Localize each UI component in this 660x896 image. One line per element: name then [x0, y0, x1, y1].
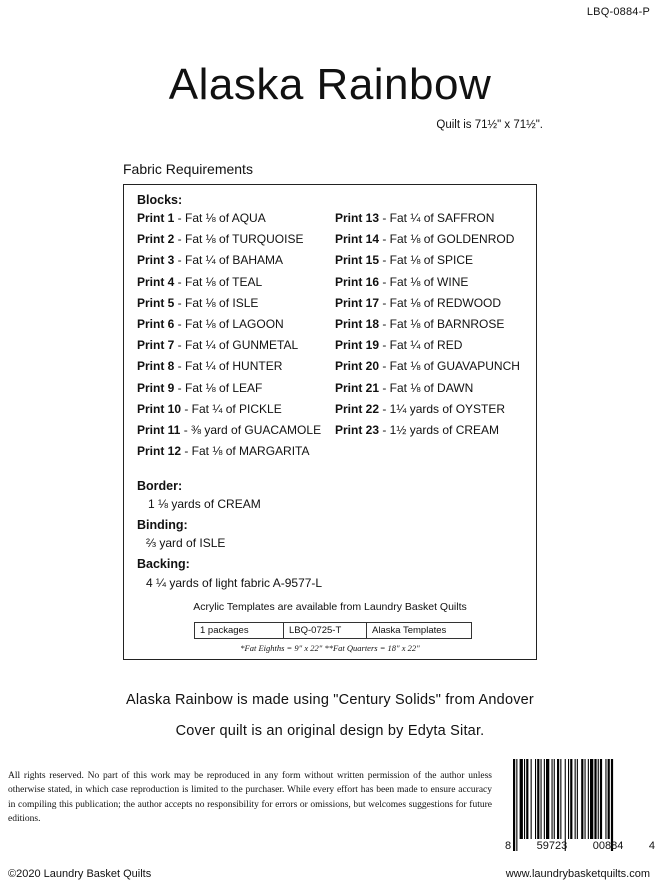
- fabric-line: [335, 229, 520, 250]
- fabric-line: [335, 314, 520, 335]
- barcode-bar: [598, 759, 599, 839]
- fabric-line: [335, 420, 520, 441]
- print-label: Print 15: [335, 253, 380, 268]
- print-label: Print 13: [335, 211, 380, 225]
- fabric-line: [137, 314, 321, 335]
- fabric-line: [335, 250, 520, 271]
- blocks-right-column: [335, 208, 520, 441]
- print-label: Print 9: [137, 380, 175, 395]
- barcode-bar: [513, 759, 515, 851]
- fabric-line: [137, 441, 321, 462]
- fabric-line: [335, 335, 520, 356]
- print-label: Print 20: [335, 359, 380, 374]
- border-heading: Border:: [137, 479, 183, 493]
- barcode-bar: [605, 759, 606, 839]
- fabric-amount: - Fat ⅛ of DAWN: [379, 380, 474, 395]
- fabric-line: [335, 293, 520, 314]
- barcode-bar: [535, 759, 536, 839]
- print-label: Print 5: [137, 295, 175, 310]
- backing-text: 4 ¼ yards of light fabric A-9577-L: [146, 576, 323, 590]
- binding-text: ⅔ yard of ISLE: [146, 536, 226, 550]
- print-label: Print 16: [335, 274, 380, 289]
- print-label: Print 6: [137, 316, 175, 331]
- barcode-bar: [600, 759, 602, 839]
- print-label: Print 12: [137, 444, 182, 459]
- barcode-bar: [516, 759, 517, 851]
- fabric-amount: - Fat ⅛ of BARNROSE: [379, 316, 505, 331]
- fabric-requirements-heading: Fabric Requirements: [123, 161, 253, 177]
- blocks-left-column: [137, 208, 321, 462]
- fabric-line: [137, 272, 321, 293]
- print-label: Print 1: [137, 211, 175, 225]
- barcode-digits: [505, 840, 655, 852]
- fabric-line: [335, 208, 520, 229]
- barcode-bar: [552, 759, 553, 839]
- barcode-bar: [611, 759, 613, 851]
- fabric-amount: - Fat ⅛ of AQUA: [174, 211, 266, 225]
- barcode-bar: [524, 759, 525, 839]
- fabric-amount: - Fat ⅛ of GUAVAPUNCH: [379, 359, 520, 374]
- fabric-line: [137, 420, 321, 441]
- print-label: Print 10: [137, 401, 182, 416]
- border-text: 1 ⅛ yards of CREAM: [148, 497, 261, 511]
- barcode-bar: [554, 759, 555, 839]
- print-label: Print 22: [335, 401, 380, 416]
- print-label: Print 14: [335, 232, 380, 247]
- fabric-line: [137, 250, 321, 271]
- table-row: [195, 623, 472, 639]
- fabric-amount: - Fat ¼ of RED: [379, 338, 463, 353]
- fabric-line: [137, 399, 321, 420]
- fabric-amount: - Fat ⅛ of LEAF: [174, 380, 263, 395]
- fabric-amount: - Fat ⅛ of TURQUOISE: [174, 232, 304, 247]
- website-link[interactable]: www.laundrybasketquilts.com: [505, 868, 650, 880]
- templates-table: [194, 622, 472, 639]
- fat-quarter-notes: *Fat Eighths = 9" x 22" **Fat Quarters = 18" x 22": [240, 643, 420, 653]
- fabric-amount: - Fat ⅛ of SPICE: [379, 253, 474, 268]
- barcode-digit-group: 59723: [536, 840, 568, 852]
- fabric-line: [335, 356, 520, 377]
- fabric-amount: - Fat ⅛ of REDWOOD: [379, 295, 502, 310]
- print-label: Print 19: [335, 338, 380, 353]
- fabric-amount: - 1¼ yards of OYSTER: [379, 401, 506, 416]
- backing-heading: Backing:: [137, 557, 190, 571]
- fabric-amount: - Fat ¼ of BAHAMA: [174, 253, 284, 268]
- barcode-bar: [526, 759, 528, 839]
- table-cell-quantity: 1 packages: [195, 623, 284, 639]
- fabric-line: [335, 399, 520, 420]
- barcode-digit-group: 00884: [592, 840, 624, 852]
- print-label: Print 17: [335, 295, 380, 310]
- fabric-amount: - Fat ⅛ of GOLDENROD: [379, 232, 515, 247]
- barcode-bar: [541, 759, 542, 839]
- print-label: Print 18: [335, 316, 380, 331]
- fabric-amount: - Fat ¼ of GUNMETAL: [174, 338, 299, 353]
- barcode-bar: [588, 759, 589, 839]
- fabric-amount: - 1½ yards of CREAM: [379, 422, 500, 437]
- copyright: ©2020 Laundry Basket Quilts: [8, 868, 152, 880]
- blocks-heading: Blocks:: [137, 193, 183, 207]
- barcode-bar: [585, 759, 586, 839]
- quilt-size: Quilt is 71½" x 71½".: [436, 119, 543, 131]
- print-label: Print 11: [137, 422, 181, 437]
- barcode-bar: [544, 759, 545, 839]
- fabric-line: [137, 356, 321, 377]
- barcode-bar: [546, 759, 549, 839]
- fabric-amount: - ⅜ yard of GUACAMOLE: [180, 422, 322, 437]
- fabric-amount: - Fat ⅛ of ISLE: [174, 295, 259, 310]
- print-label: Print 8: [137, 359, 175, 374]
- barcode-bar: [520, 759, 523, 839]
- made-with-text: Alaska Rainbow is made using "Century Solids" from Andover: [126, 692, 534, 708]
- design-credit-text: Cover quilt is an original design by Edyta Sitar.: [175, 723, 485, 739]
- legal-notice: All rights reserved. No part of this work may be reproduced in any form without written permission of the author unless otherwise stated, in which case reproduction is limited to the purchaser. While every effort has been made to ensure accuracy in compiling this publication; the author accepts no responsibility for errors or omissions, but welcomes suggestions for future editions.: [8, 771, 492, 824]
- print-label: Print 2: [137, 232, 175, 247]
- barcode-bar: [560, 759, 561, 839]
- barcode-digit-group: 4: [648, 840, 655, 852]
- barcode-bar: [557, 759, 559, 839]
- fabric-amount: - Fat ¼ of PICKLE: [181, 401, 282, 416]
- fabric-line: [137, 293, 321, 314]
- barcode-bar: [581, 759, 583, 839]
- templates-title: Acrylic Templates are available from Laundry Basket Quilts: [193, 601, 467, 613]
- barcode-bar: [531, 759, 532, 839]
- barcode-bar: [608, 759, 610, 839]
- binding-heading: Binding:: [137, 518, 188, 532]
- barcode-digit-group: 8: [505, 840, 512, 852]
- barcode-bar: [594, 759, 596, 839]
- fabric-line: [137, 378, 321, 399]
- print-label: Print 23: [335, 422, 380, 437]
- fabric-amount: - Fat ¼ of HUNTER: [174, 359, 283, 374]
- fabric-line: [335, 378, 520, 399]
- fabric-line: [137, 229, 321, 250]
- print-label: Print 21: [335, 380, 380, 395]
- table-cell-sku: LBQ-0725-T: [284, 623, 367, 639]
- fabric-amount: - Fat ¼ of SAFFRON: [379, 211, 495, 225]
- fabric-requirements-box: [123, 184, 537, 660]
- fabric-amount: - Fat ⅛ of WINE: [379, 274, 469, 289]
- print-label: Print 4: [137, 274, 175, 289]
- table-cell-name: Alaska Templates: [367, 623, 472, 639]
- fabric-line: [137, 208, 321, 229]
- barcode-bar: [575, 759, 576, 839]
- fabric-amount: - Fat ⅛ of MARGARITA: [181, 444, 310, 459]
- fabric-line: [335, 272, 520, 293]
- fabric-amount: - Fat ⅛ of LAGOON: [174, 316, 284, 331]
- print-label: Print 3: [137, 253, 175, 268]
- barcode-bar: [590, 759, 593, 839]
- fabric-amount: - Fat ⅛ of TEAL: [174, 274, 263, 289]
- barcode-bar: [570, 759, 572, 839]
- barcode-bar: [577, 759, 578, 839]
- print-label: Print 7: [137, 338, 175, 353]
- page-title: Alaska Rainbow: [168, 60, 492, 109]
- barcode-bar: [537, 759, 539, 839]
- barcode-bar: [568, 759, 569, 839]
- barcode-bar: [565, 759, 566, 851]
- sku-code: LBQ-0884-P: [586, 6, 650, 18]
- fabric-line: [137, 335, 321, 356]
